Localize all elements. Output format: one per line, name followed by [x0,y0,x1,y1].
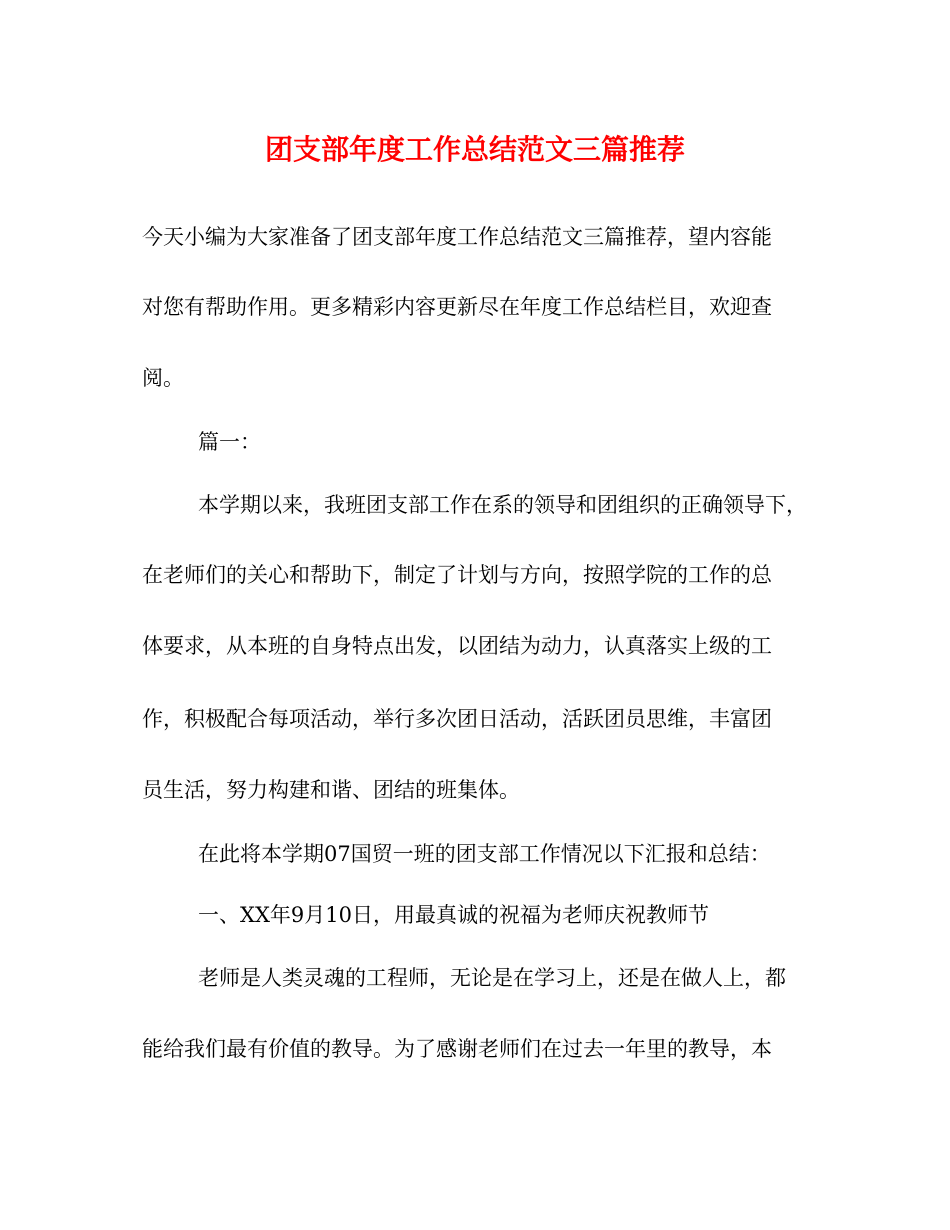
intro-line-1: 今天小编为大家准备了团支部年度工作总结范文三篇推荐，望内容能 [142,225,772,249]
intro-line-3: 阅。 [142,366,184,390]
paragraph-1-line-4: 作，积极配合每项活动，举行多次团日活动，活跃团员思维，丰富团 [142,707,772,731]
paragraph-1-line-5: 员生活，努力构建和谐、团结的班集体。 [142,778,520,802]
paragraph-3-line-1: 老师是人类灵魂的工程师，无论是在学习上，还是在做人上，都 [198,966,786,990]
document-title: 团支部年度工作总结范文三篇推荐 [264,133,685,166]
paragraph-3-line-2: 能给我们最有价值的教导。为了感谢老师们在过去一年里的教导，本 [142,1037,772,1061]
paragraph-1-line-3: 体要求，从本班的自身特点出发，以团结为动力，认真落实上级的工 [142,634,772,658]
paragraph-1-line-2: 在老师们的关心和帮助下，制定了计划与方向，按照学院的工作的总 [142,563,772,587]
section-heading-part-one: 篇一： [198,430,261,454]
paragraph-1-line-1: 本学期以来，我班团支部工作在系的领导和团组织的正确领导下， [198,493,807,517]
item-one-heading: 一、XX年9月10日，用最真诚的祝福为老师庆祝教师节 [198,903,709,927]
intro-line-2: 对您有帮助作用。更多精彩内容更新尽在年度工作总结栏目，欢迎查 [142,295,772,319]
paragraph-2-line-1: 在此将本学期07国贸一班的团支部工作情况以下汇报和总结： [198,842,771,866]
